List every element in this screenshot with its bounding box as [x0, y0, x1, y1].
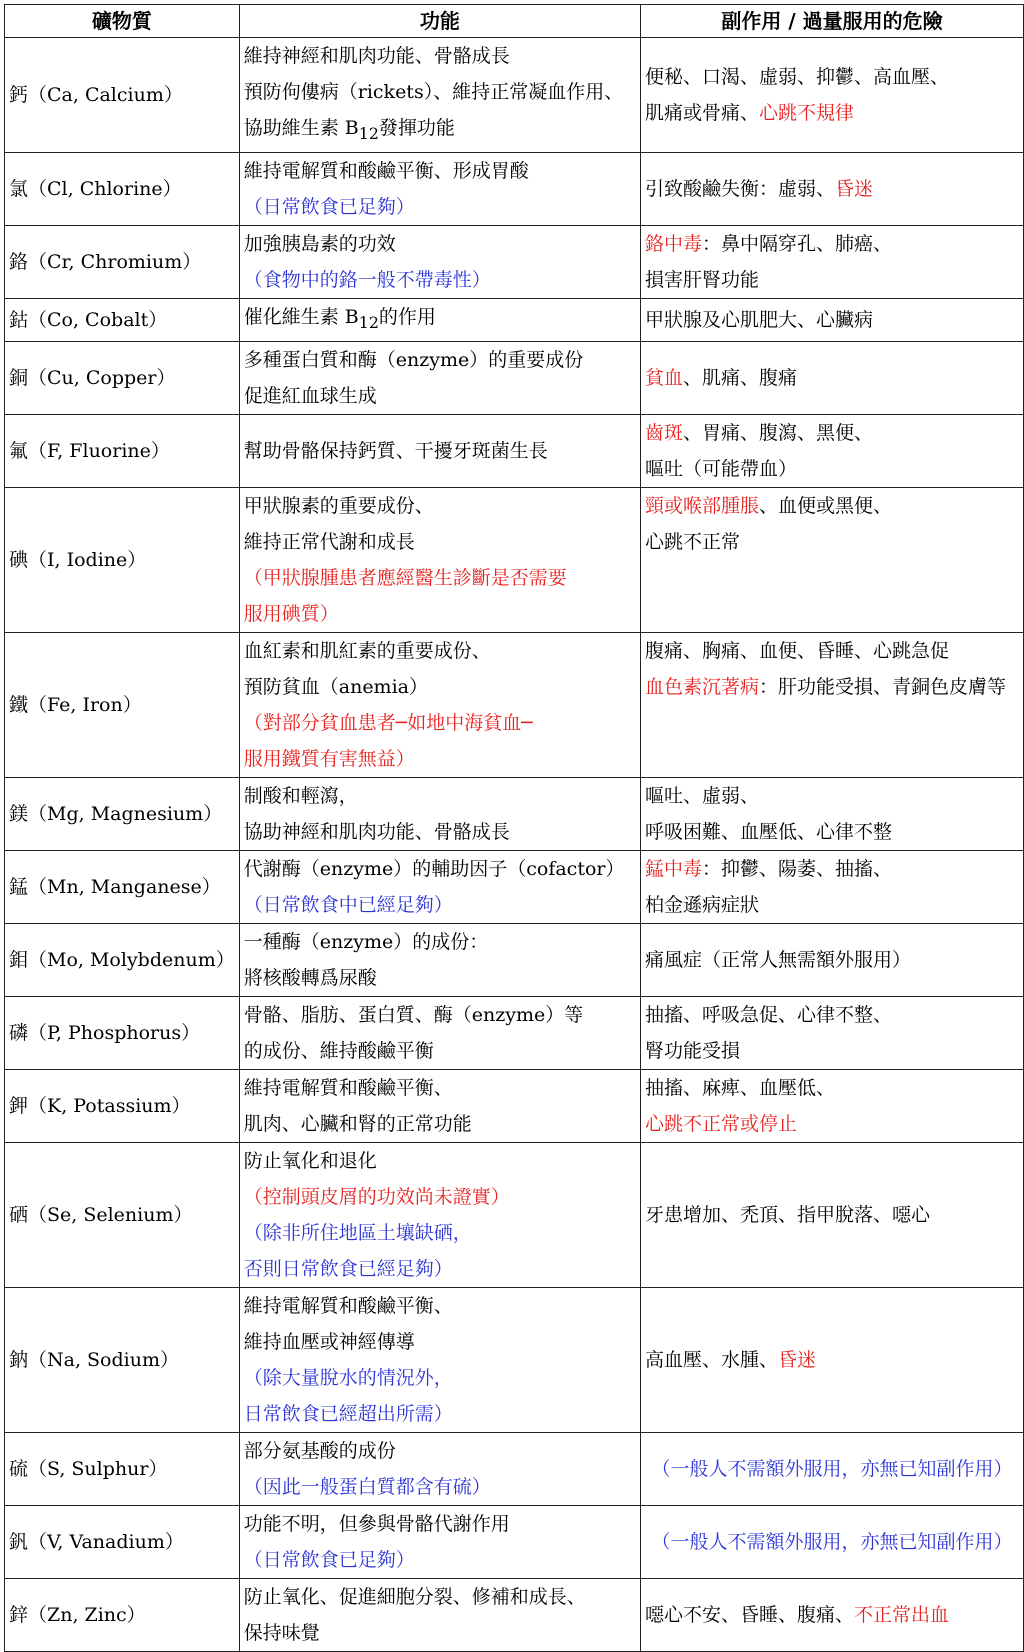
text-segment: 血紅素和肌紅素的重要成份、	[243, 639, 491, 662]
side-effects-cell-line	[645, 596, 1019, 632]
text-segment: 催化維生素 B	[243, 305, 359, 328]
table-row	[5, 1069, 1024, 1142]
side-effects-cell-line	[645, 997, 1019, 1033]
function-cell	[239, 1432, 640, 1505]
text-segment: 甲狀腺及心肌肥大、心臟病	[644, 308, 873, 331]
mineral-name: 碘（I, Iodine）	[5, 487, 240, 632]
function-cell	[239, 1578, 640, 1651]
text-segment: 協助維生素 B	[243, 117, 359, 139]
function-cell	[239, 298, 640, 341]
side-effects-cell-line	[645, 942, 1019, 978]
function-cell-line	[244, 596, 636, 632]
function-cell-line	[244, 1215, 636, 1251]
table-row	[5, 1578, 1024, 1651]
text-segment: 維持血壓或神經傳導	[243, 1330, 415, 1353]
side-effects-cell-line	[645, 778, 1019, 814]
mineral-name: 錳（Mn, Manganese）	[5, 850, 240, 923]
side-effects-cell	[640, 38, 1023, 153]
function-cell-line	[244, 1070, 636, 1106]
table-row	[5, 1142, 1024, 1287]
side-effects-cell	[640, 1069, 1023, 1142]
side-effects-cell-line	[645, 1197, 1019, 1233]
table-row	[5, 1287, 1024, 1432]
side-effects-cell	[640, 225, 1023, 298]
function-cell-line	[244, 1360, 636, 1396]
table-row	[5, 152, 1024, 225]
side-effects-cell	[640, 850, 1023, 923]
function-cell	[239, 1505, 640, 1578]
text-segment: （對部分貧血患者─如地中海貧血─	[243, 711, 533, 734]
side-effects-cell	[640, 777, 1023, 850]
function-cell-line	[244, 778, 636, 814]
text-segment: 柏金遜病症狀	[644, 893, 759, 916]
function-cell	[239, 414, 640, 487]
text-segment: 甲狀腺素的重要成份、	[243, 494, 434, 517]
text-segment: 錳中毒	[644, 857, 702, 880]
function-cell-line	[244, 299, 636, 341]
text-segment: 部分氨基酸的成份	[243, 1439, 396, 1462]
text-segment: 預防佝僂病（rickets）、維持正常凝血作用、	[243, 81, 624, 103]
text-segment: （甲狀腺腫患者應經醫生診斷是否需要	[243, 566, 567, 589]
function-cell-line	[244, 1143, 636, 1179]
mineral-name: 釩（V, Vanadium）	[5, 1505, 240, 1578]
side-effects-cell-line	[645, 1451, 1019, 1487]
text-segment: 痛風症（正常人無需額外服用）	[644, 948, 911, 971]
side-effects-cell-line	[645, 851, 1019, 887]
text-segment: 防止氧化和退化	[243, 1149, 377, 1172]
text-segment: 牙患增加、禿頂、指甲脫落、噁心	[644, 1203, 930, 1226]
table-header	[5, 5, 1024, 38]
side-effects-cell	[640, 341, 1023, 414]
function-cell	[239, 38, 640, 153]
function-cell-line	[244, 1288, 636, 1324]
function-cell-line	[244, 1506, 636, 1542]
table-row	[5, 850, 1024, 923]
side-effects-cell-line	[645, 302, 1019, 338]
function-cell-line	[244, 342, 636, 378]
side-effects-cell-line	[645, 814, 1019, 850]
text-segment: 呼吸困難、血壓低、心律不整	[644, 820, 892, 843]
text-segment: （除非所住地區土壤缺硒，	[243, 1221, 472, 1244]
function-cell-line	[244, 997, 636, 1033]
text-segment: ：肝功能受損、青銅色皮膚等	[758, 675, 1006, 698]
side-effects-cell-line	[645, 488, 1019, 524]
mineral-name: 氟（F, Fluorine）	[5, 414, 240, 487]
text-segment: （一般人不需額外服用，亦無已知副作用）	[651, 1530, 1013, 1553]
function-cell-line	[244, 1433, 636, 1469]
side-effects-cell-line	[645, 1597, 1019, 1633]
function-cell-line	[244, 560, 636, 596]
header-mineral: 礦物質	[5, 5, 240, 38]
text-segment: 血色素沉著病	[644, 675, 759, 698]
mineral-name: 鉀（K, Potassium）	[5, 1069, 240, 1142]
function-cell-line	[244, 669, 636, 705]
side-effects-cell	[640, 298, 1023, 341]
side-effects-cell-line	[645, 95, 1019, 131]
text-segment: 維持神經和肌肉功能、骨骼成長	[243, 45, 510, 67]
text-segment: 肌痛或骨痛、	[644, 101, 759, 124]
text-segment: 昏迷	[834, 177, 873, 200]
text-segment: 日常飲食已經超出所需）	[243, 1402, 453, 1425]
function-cell-line	[244, 189, 636, 225]
text-segment: 、肌痛、腹痛	[682, 366, 797, 389]
function-cell-line	[244, 38, 636, 74]
text-segment: 心跳不規律	[758, 101, 854, 124]
side-effects-cell-line	[645, 1106, 1019, 1142]
text-segment: 預防貧血（anemia）	[243, 675, 428, 698]
mineral-name: 磷（P, Phosphorus）	[5, 996, 240, 1069]
function-cell	[239, 1287, 640, 1432]
text-segment: 高血壓、水腫、	[644, 1348, 778, 1371]
mineral-name: 鉻（Cr, Chromium）	[5, 225, 240, 298]
text-segment: 的成份、維持酸鹼平衡	[243, 1039, 434, 1062]
mineral-name: 鈷（Co, Cobalt）	[5, 298, 240, 341]
header-side-effects: 副作用 / 過量服用的危險	[640, 5, 1023, 38]
function-cell-line	[244, 1324, 636, 1360]
subscript-text: 12	[358, 123, 379, 143]
text-segment: 損害肝腎功能	[644, 268, 759, 291]
function-cell-line	[244, 488, 636, 524]
text-segment: （日常飲食中已經足夠）	[243, 893, 453, 916]
function-cell-line	[244, 433, 636, 469]
side-effects-cell	[640, 1432, 1023, 1505]
function-cell-line	[244, 153, 636, 189]
text-segment: 維持電解質和酸鹼平衡、形成胃酸	[243, 159, 529, 182]
text-segment: 否則日常飲食已經足夠）	[243, 1257, 453, 1280]
text-segment: 保持味覺	[243, 1621, 320, 1644]
text-segment: 幫助骨骼保持鈣質、干擾牙斑菌生長	[243, 439, 548, 462]
text-segment: 骨骼、脂肪、蛋白質、酶（enzyme）等	[243, 1003, 584, 1026]
function-cell	[239, 632, 640, 777]
side-effects-cell	[640, 923, 1023, 996]
text-segment: 防止氧化、促進細胞分裂、修補和成長、	[243, 1585, 586, 1608]
text-segment: （一般人不需額外服用，亦無已知副作用）	[651, 1457, 1013, 1480]
text-segment: （日常飲食已足夠）	[243, 1548, 415, 1571]
side-effects-cell	[640, 1287, 1023, 1432]
side-effects-cell-line	[645, 262, 1019, 298]
side-effects-cell-line	[645, 887, 1019, 923]
text-segment: 促進紅血球生成	[243, 384, 377, 407]
function-cell-line	[244, 1179, 636, 1215]
function-cell-line	[244, 524, 636, 560]
text-segment: 、血便或黑便、	[758, 494, 892, 517]
text-segment: 不正常出血	[853, 1603, 949, 1626]
text-segment: 服用碘質）	[243, 602, 339, 625]
text-segment: 一種酶（enzyme）的成份：	[243, 930, 489, 953]
function-cell-line	[244, 924, 636, 960]
side-effects-cell-line	[645, 360, 1019, 396]
text-segment: 噁心不安、昏睡、腹痛、	[644, 1603, 854, 1626]
mineral-name: 鋅（Zn, Zinc）	[5, 1578, 240, 1651]
text-segment: 肌肉、心臟和腎的正常功能	[243, 1112, 472, 1135]
table-row	[5, 923, 1024, 996]
text-segment: （控制頭皮屑的功效尚未證實）	[243, 1185, 510, 1208]
function-cell-line	[244, 1033, 636, 1069]
function-cell-line	[244, 110, 636, 152]
function-cell-line	[244, 74, 636, 110]
table-row	[5, 487, 1024, 632]
function-cell	[239, 850, 640, 923]
text-segment: 嘔吐（可能帶血）	[644, 457, 797, 480]
side-effects-cell-line	[645, 1524, 1019, 1560]
function-cell-line	[244, 633, 636, 669]
text-segment: 抽搐、麻痺、血壓低、	[644, 1076, 835, 1099]
text-segment: （食物中的鉻一般不帶毒性）	[243, 268, 491, 291]
text-segment: 協助神經和肌肉功能、骨骼成長	[243, 820, 510, 843]
text-segment: 齒斑	[644, 421, 683, 444]
side-effects-cell-line	[645, 741, 1019, 777]
function-cell-line	[244, 1106, 636, 1142]
function-cell	[239, 923, 640, 996]
text-segment: 抽搐、呼吸急促、心律不整、	[644, 1003, 892, 1026]
text-segment: 多種蛋白質和酶（enzyme）的重要成份	[243, 348, 584, 371]
header-function: 功能	[239, 5, 640, 38]
side-effects-cell	[640, 487, 1023, 632]
text-segment: 維持電解質和酸鹼平衡、	[243, 1294, 453, 1317]
side-effects-cell-line	[645, 171, 1019, 207]
text-segment: ：鼻中隔穿孔、肺癌、	[701, 232, 892, 255]
text-segment: 代謝酶（enzyme）的輔助因子（cofactor）	[243, 857, 625, 880]
function-cell-line	[244, 1579, 636, 1615]
function-cell	[239, 777, 640, 850]
text-segment: 維持電解質和酸鹼平衡、	[243, 1076, 453, 1099]
side-effects-cell	[640, 414, 1023, 487]
function-cell-line	[244, 262, 636, 298]
side-effects-cell-line	[645, 524, 1019, 560]
table-row	[5, 996, 1024, 1069]
function-cell	[239, 341, 640, 414]
text-segment: 頸或喉部腫脹	[644, 494, 759, 517]
side-effects-cell-line	[645, 1033, 1019, 1069]
function-cell-line	[244, 1469, 636, 1505]
function-cell-line	[244, 887, 636, 923]
text-segment: 引致酸鹼失衡：虛弱、	[644, 177, 835, 200]
table-row	[5, 414, 1024, 487]
mineral-name: 鈉（Na, Sodium）	[5, 1287, 240, 1432]
text-segment: 將核酸轉爲尿酸	[243, 966, 377, 989]
function-cell-line	[244, 741, 636, 777]
text-segment: 服用鐵質有害無益）	[243, 747, 415, 770]
table-row	[5, 1505, 1024, 1578]
text-segment: 心跳不正常	[644, 530, 740, 553]
text-segment: 貧血	[644, 366, 683, 389]
table-row	[5, 632, 1024, 777]
function-cell	[239, 1142, 640, 1287]
side-effects-cell-line	[645, 669, 1019, 705]
text-segment: 、胃痛、腹瀉、黑便、	[682, 421, 873, 444]
table-row	[5, 38, 1024, 153]
table-body	[5, 38, 1024, 1652]
function-cell-line	[244, 1396, 636, 1432]
text-segment: 維持正常代謝和成長	[243, 530, 415, 553]
function-cell-line	[244, 378, 636, 414]
text-segment: 發揮功能	[378, 117, 455, 139]
mineral-name: 氯（Cl, Chlorine）	[5, 152, 240, 225]
side-effects-cell-line	[645, 633, 1019, 669]
table-row	[5, 1432, 1024, 1505]
function-cell	[239, 152, 640, 225]
function-cell-line	[244, 1615, 636, 1651]
text-segment: 腎功能受損	[644, 1039, 740, 1062]
function-cell-line	[244, 226, 636, 262]
side-effects-cell-line	[645, 1342, 1019, 1378]
header-row	[5, 5, 1024, 38]
mineral-name: 鈣（Ca, Calcium）	[5, 38, 240, 153]
text-segment: 制酸和輕瀉，	[243, 784, 358, 807]
side-effects-cell-line	[645, 415, 1019, 451]
function-cell	[239, 1069, 640, 1142]
text-segment: 心跳不正常或停止	[644, 1112, 797, 1135]
text-segment: 鉻中毒	[644, 232, 702, 255]
function-cell-line	[244, 960, 636, 996]
text-segment: ：抑鬱、陽萎、抽搐、	[701, 857, 892, 880]
text-segment: 功能不明，但參與骨骼代謝作用	[243, 1512, 510, 1535]
side-effects-cell	[640, 1142, 1023, 1287]
side-effects-cell-line	[645, 560, 1019, 596]
text-segment: 嘔吐、虛弱、	[644, 784, 759, 807]
text-segment: 昏迷	[777, 1348, 816, 1371]
side-effects-cell	[640, 1505, 1023, 1578]
function-cell	[239, 996, 640, 1069]
function-cell-line	[244, 1251, 636, 1287]
side-effects-cell	[640, 152, 1023, 225]
side-effects-cell	[640, 1578, 1023, 1651]
text-segment: （除大量脫水的情況外，	[243, 1366, 453, 1389]
subscript-text: 12	[358, 312, 379, 332]
function-cell-line	[244, 851, 636, 887]
minerals-table	[4, 4, 1024, 1652]
side-effects-cell-line	[645, 1070, 1019, 1106]
function-cell	[239, 225, 640, 298]
side-effects-cell-line	[645, 705, 1019, 741]
text-segment: （日常飲食已足夠）	[243, 195, 415, 218]
mineral-name: 硫（S, Sulphur）	[5, 1432, 240, 1505]
text-segment: 加強胰島素的功效	[243, 232, 396, 255]
side-effects-cell-line	[645, 226, 1019, 262]
side-effects-cell	[640, 996, 1023, 1069]
function-cell-line	[244, 705, 636, 741]
text-segment: 的作用	[378, 305, 436, 328]
function-cell-line	[244, 1542, 636, 1578]
mineral-name: 硒（Se, Selenium）	[5, 1142, 240, 1287]
table-row	[5, 225, 1024, 298]
text-segment: 腹痛、胸痛、血便、昏睡、心跳急促	[644, 639, 949, 662]
table-row	[5, 777, 1024, 850]
side-effects-cell-line	[645, 451, 1019, 487]
function-cell	[239, 487, 640, 632]
text-segment: 便秘、口渴、虛弱、抑鬱、高血壓、	[644, 65, 949, 88]
table-row	[5, 298, 1024, 341]
side-effects-cell	[640, 632, 1023, 777]
table-row	[5, 341, 1024, 414]
mineral-name: 鐵（Fe, Iron）	[5, 632, 240, 777]
mineral-name: 銅（Cu, Copper）	[5, 341, 240, 414]
side-effects-cell-line	[645, 59, 1019, 95]
mineral-name: 鉬（Mo, Molybdenum）	[5, 923, 240, 996]
function-cell-line	[244, 814, 636, 850]
text-segment: （因此一般蛋白質都含有硫）	[243, 1475, 491, 1498]
mineral-name: 鎂（Mg, Magnesium）	[5, 777, 240, 850]
